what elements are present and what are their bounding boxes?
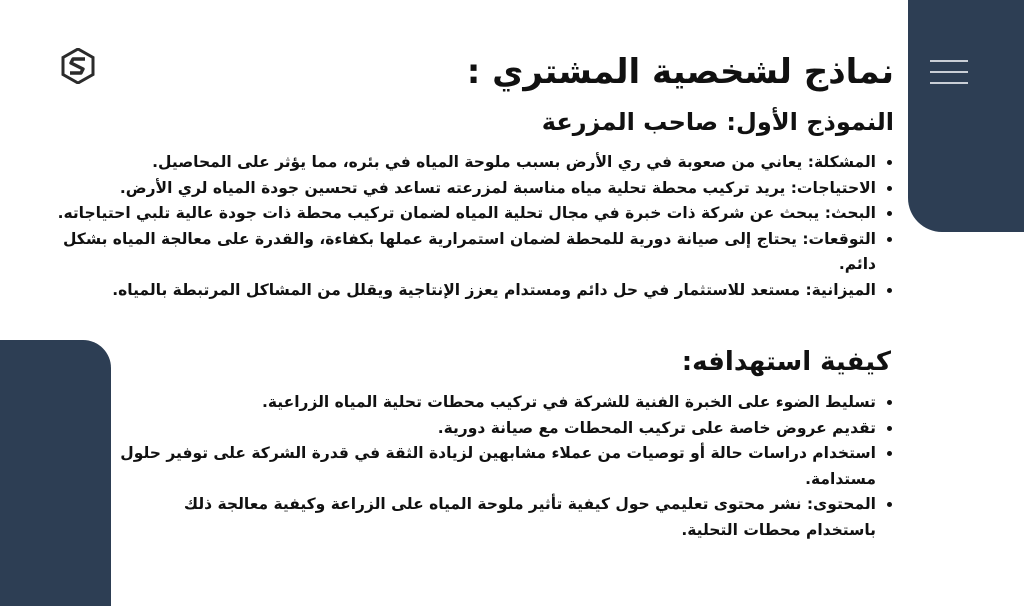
bottom-left-decorative-panel — [0, 340, 111, 606]
list-item: • الاحتياجات: يريد تركيب محطة تحلية مياه مناسبة لمزرعته تساعد في تحسين جودة المياه لري الأرض. — [56, 176, 876, 202]
hamburger-menu-icon[interactable] — [930, 60, 968, 86]
company-logo — [60, 48, 96, 84]
list-item: • الميزانية: مستعد للاستثمار في حل دائم ومستدام يعزز الإنتاجية ويقلل من المشاكل المرتبطة بالمياه. — [56, 278, 876, 304]
list-item: • التوقعات: يحتاج إلى صيانة دورية للمحطة لضمان استمرارية عملها بكفاءة، والقدرة على معالجة المياه بشكل دائم. — [56, 227, 876, 278]
slide-subtitle: النموذج الأول: صاحب المزرعة — [541, 108, 894, 136]
top-right-decorative-panel — [908, 0, 1024, 232]
list-item: • البحث: يبحث عن شركة ذات خبرة في مجال تحلية المياه لضمان تركيب محطة ذات جودة عالية تلبي احتياجاته. — [56, 201, 876, 227]
targeting-list — [116, 390, 900, 543]
list-item: • المحتوى: نشر محتوى تعليمي حول كيفية تأثير ملوحة المياه على الزراعة وكيفية معالجة ذلك باستخدام محطات التحلية. — [116, 492, 876, 543]
list-item: • المشكلة: يعاني من صعوبة في ري الأرض بسبب ملوحة المياه في بئره، مما يؤثر على المحاصيل. — [56, 150, 876, 176]
targeting-section-title: كيفية استهدافه: — [681, 347, 891, 377]
slide-title: نماذج لشخصية المشتري : — [466, 52, 894, 92]
list-item: • تسليط الضوء على الخبرة الفنية للشركة في تركيب محطات تحلية المياه الزراعية. — [116, 390, 876, 416]
list-item: • تقديم عروض خاصة على تركيب المحطات مع صيانة دورية. — [116, 416, 876, 442]
buyer-profile-list — [56, 150, 900, 303]
list-item: • استخدام دراسات حالة أو توصيات من عملاء مشابهين لزيادة الثقة في قدرة الشركة على توفير حلول مستدامة. — [116, 441, 876, 492]
